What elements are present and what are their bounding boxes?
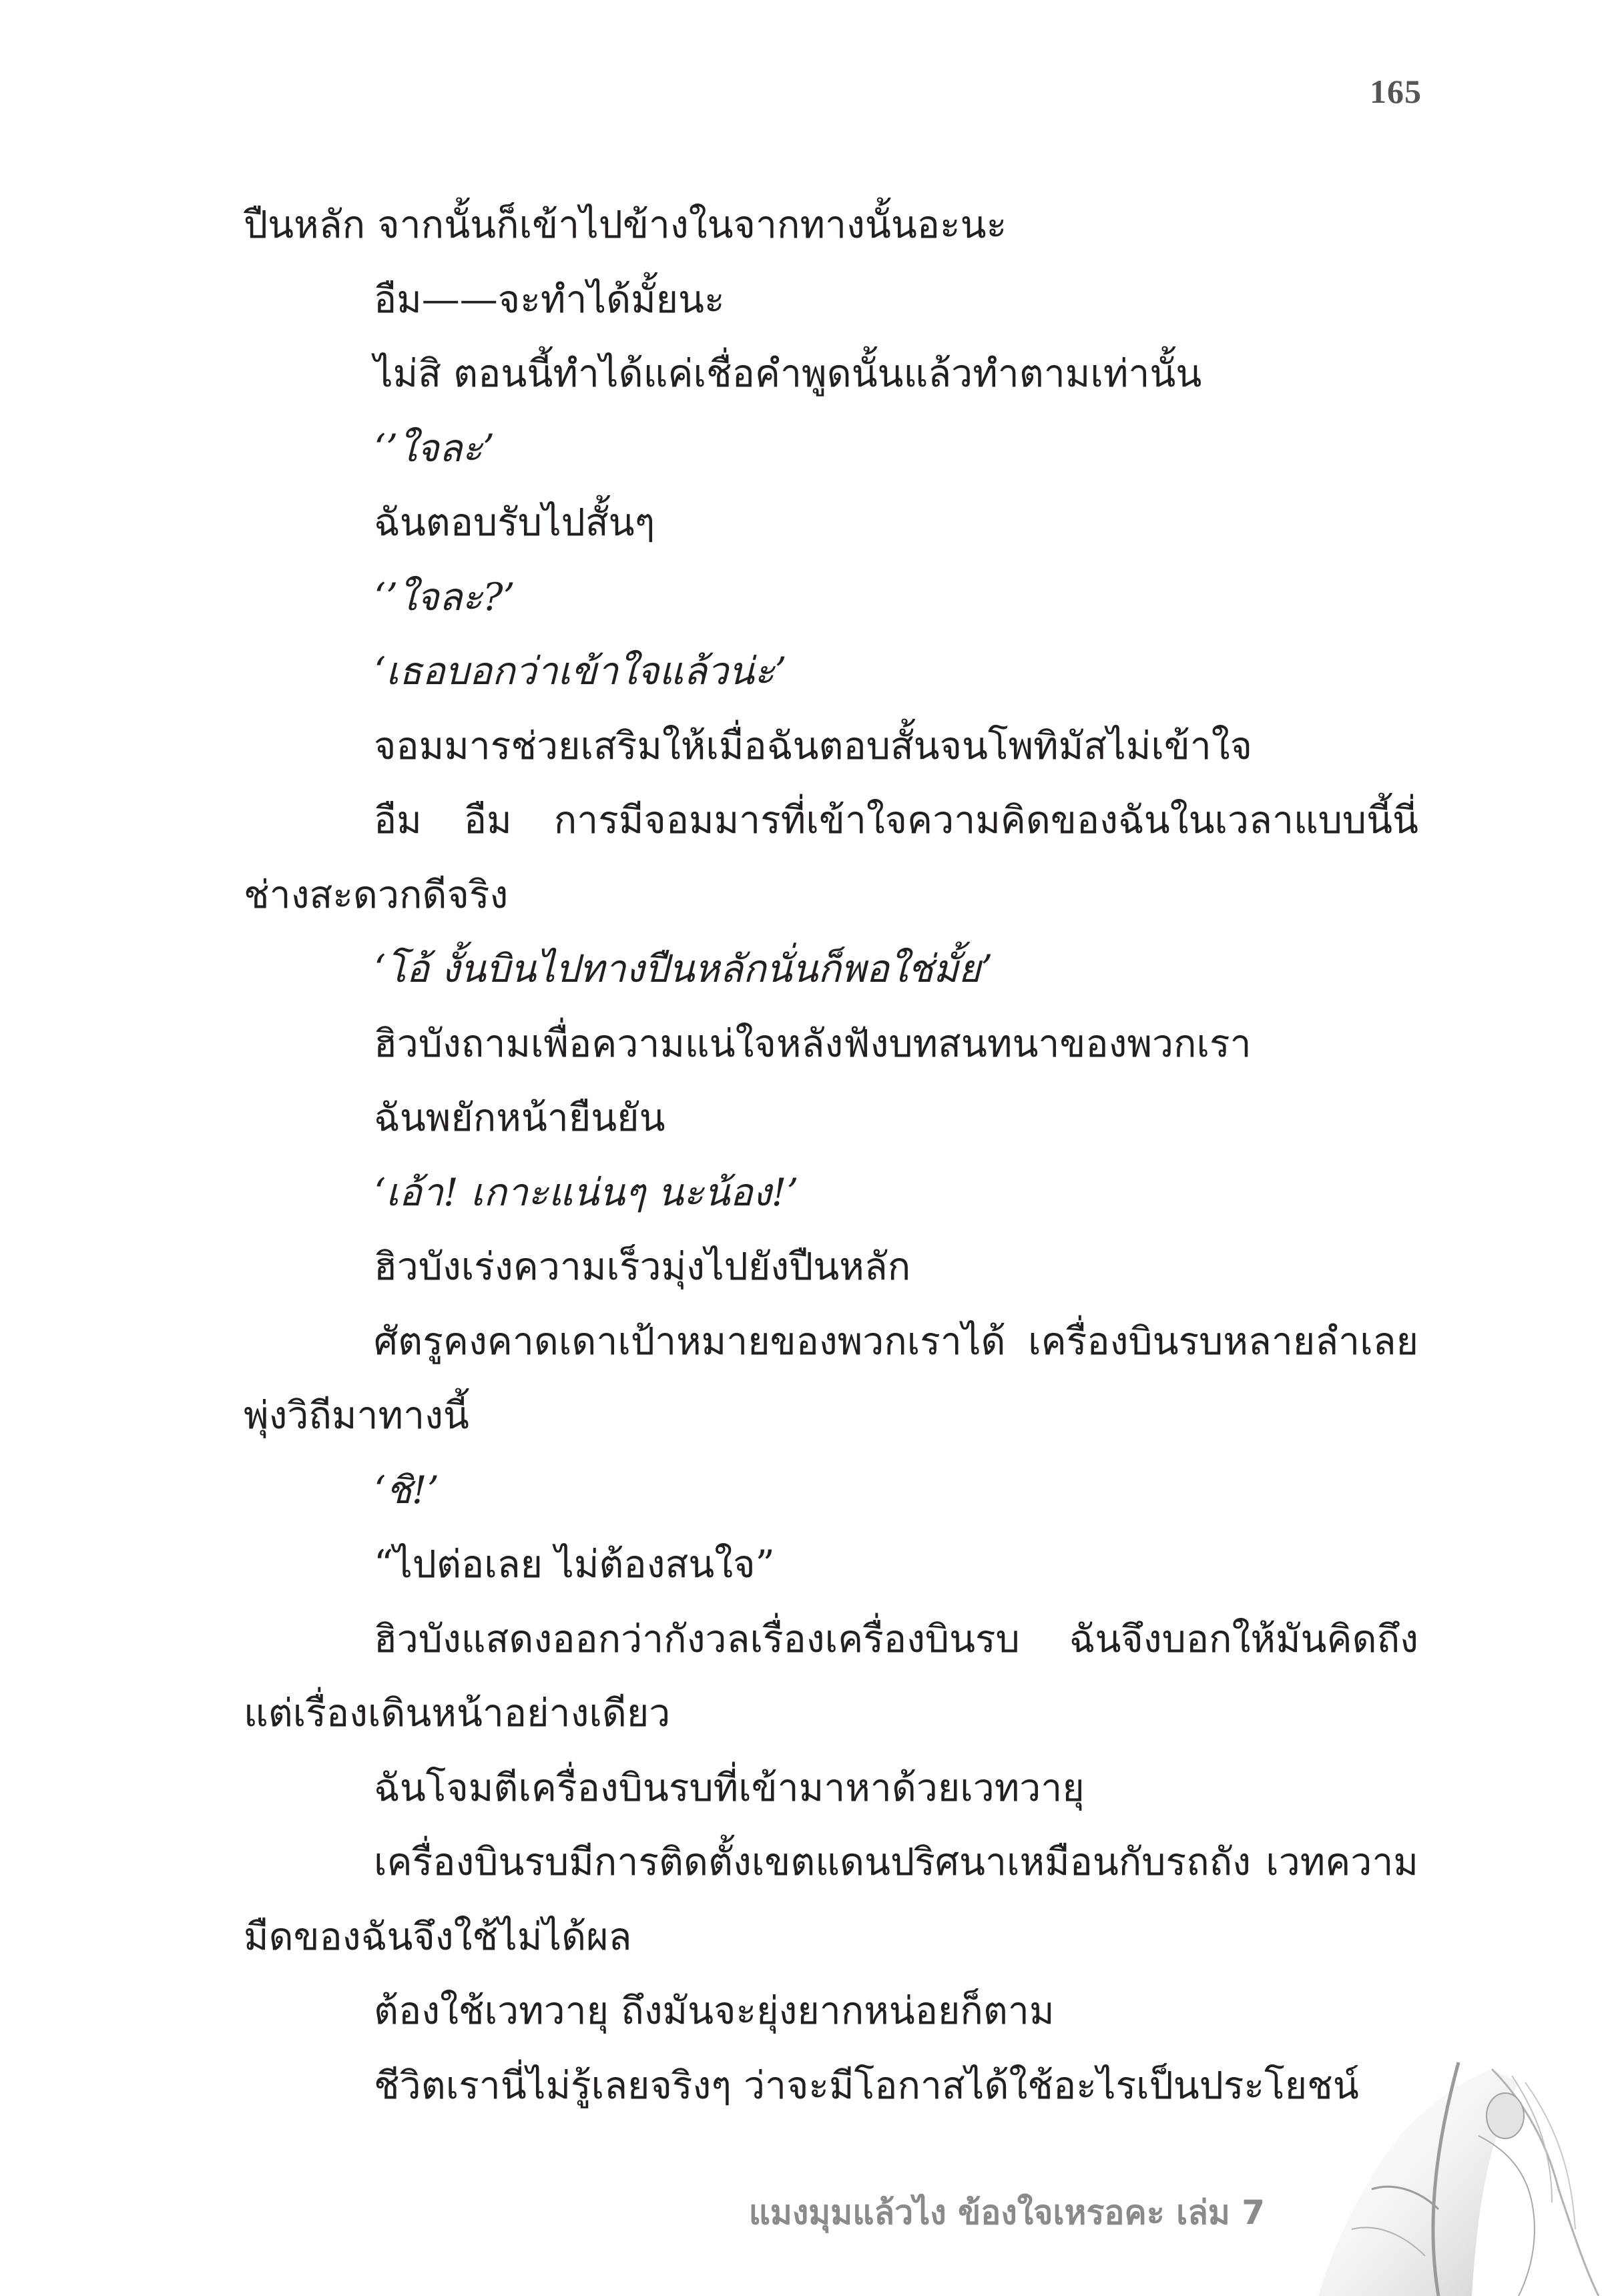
paragraph: ฉันตอบรับไปสั้นๆ: [374, 501, 655, 545]
paragraph: ปืนหลัก จากนั้นก็เข้าไปข้างในจากทางนั้นอะนะ: [244, 203, 1007, 247]
paragraph: ฮิวบังถามเพื่อความแน่ใจหลังฟังบทสนทนาของพวกเรา: [374, 1021, 1252, 1066]
paragraph: ฉันพยักหน้ายืนยัน: [374, 1096, 665, 1140]
paragraph: ‘เอ้า! เกาะแน่นๆ นะน้อง!’: [374, 1170, 799, 1215]
book-title-footer: แมงมุมแล้วไง ข้องใจเหรอคะ เล่ม 7: [748, 2193, 1265, 2232]
paragraph: ฉันโจมตีเครื่องบินรบที่เข้ามาหาด้วยเวทวายุ: [374, 1765, 1085, 1810]
paragraph: อืม อืม การมีจอมมารที่เข้าใจความคิดของฉันในเวลาแบบนี้นี่ช่างสะดวกดีจริง: [244, 798, 1418, 917]
paragraph: ‘’ใจละ’: [374, 426, 495, 471]
paragraph: ฮิวบังแสดงออกว่ากังวลเรื่องเครื่องบินรบ ฉันจึงบอกให้มันคิดถึงแต่เรื่องเดินหน้าอย่างเดียว: [244, 1617, 1418, 1735]
paragraph: ‘’ใจละ?’: [374, 575, 515, 619]
paragraph: ไม่สิ ตอนนี้ทำได้แค่เชื่อคำพูดนั้นแล้วทำตามเท่านั้น: [374, 352, 1202, 396]
page-number: 165: [1370, 73, 1422, 110]
paragraph: จอมมารช่วยเสริมให้เมื่อฉันตอบสั้นจนโพทิมัสไม่เข้าใจ: [374, 724, 1253, 768]
paragraph: ชีวิตเรานี่ไม่รู้เลยจริงๆ ว่าจะมีโอกาสได้ใช้อะไรเป็นประโยชน์: [374, 2063, 1359, 2108]
paragraph: “ไปต่อเลย ไม่ต้องสนใจ”: [374, 1542, 775, 1587]
paragraph: เครื่องบินรบมีการติดตั้งเขตแดนปริศนาเหมือนกับรถถัง เวทความมืดของฉันจึงใช้ไม่ได้ผล: [244, 1840, 1418, 1959]
paragraph: อืม——จะทำได้มั้ยนะ: [374, 277, 725, 322]
paragraph: ศัตรูคงคาดเดาเป้าหมายของพวกเราได้ เครื่องบินรบหลายลำเลยพุ่งวิถีมาทางนี้: [244, 1319, 1418, 1438]
paragraph: ฮิวบังเร่งความเร็วมุ่งไปยังปืนหลัก: [374, 1245, 911, 1289]
paragraph: ‘ชิ!’: [374, 1468, 439, 1512]
character-illustration: [1238, 2056, 1612, 2296]
paragraph: ‘เธอบอกว่าเข้าใจแล้วน่ะ’: [374, 649, 787, 693]
paragraph: ต้องใช้เวทวายุ ถึงมันจะยุ่งยากหน่อยก็ตาม: [374, 1989, 1055, 2033]
paragraph: ‘โอ้ งั้นบินไปทางปืนหลักนั่นก็พอใช่มั้ย’: [374, 947, 993, 991]
body-text: [244, 188, 1418, 2123]
